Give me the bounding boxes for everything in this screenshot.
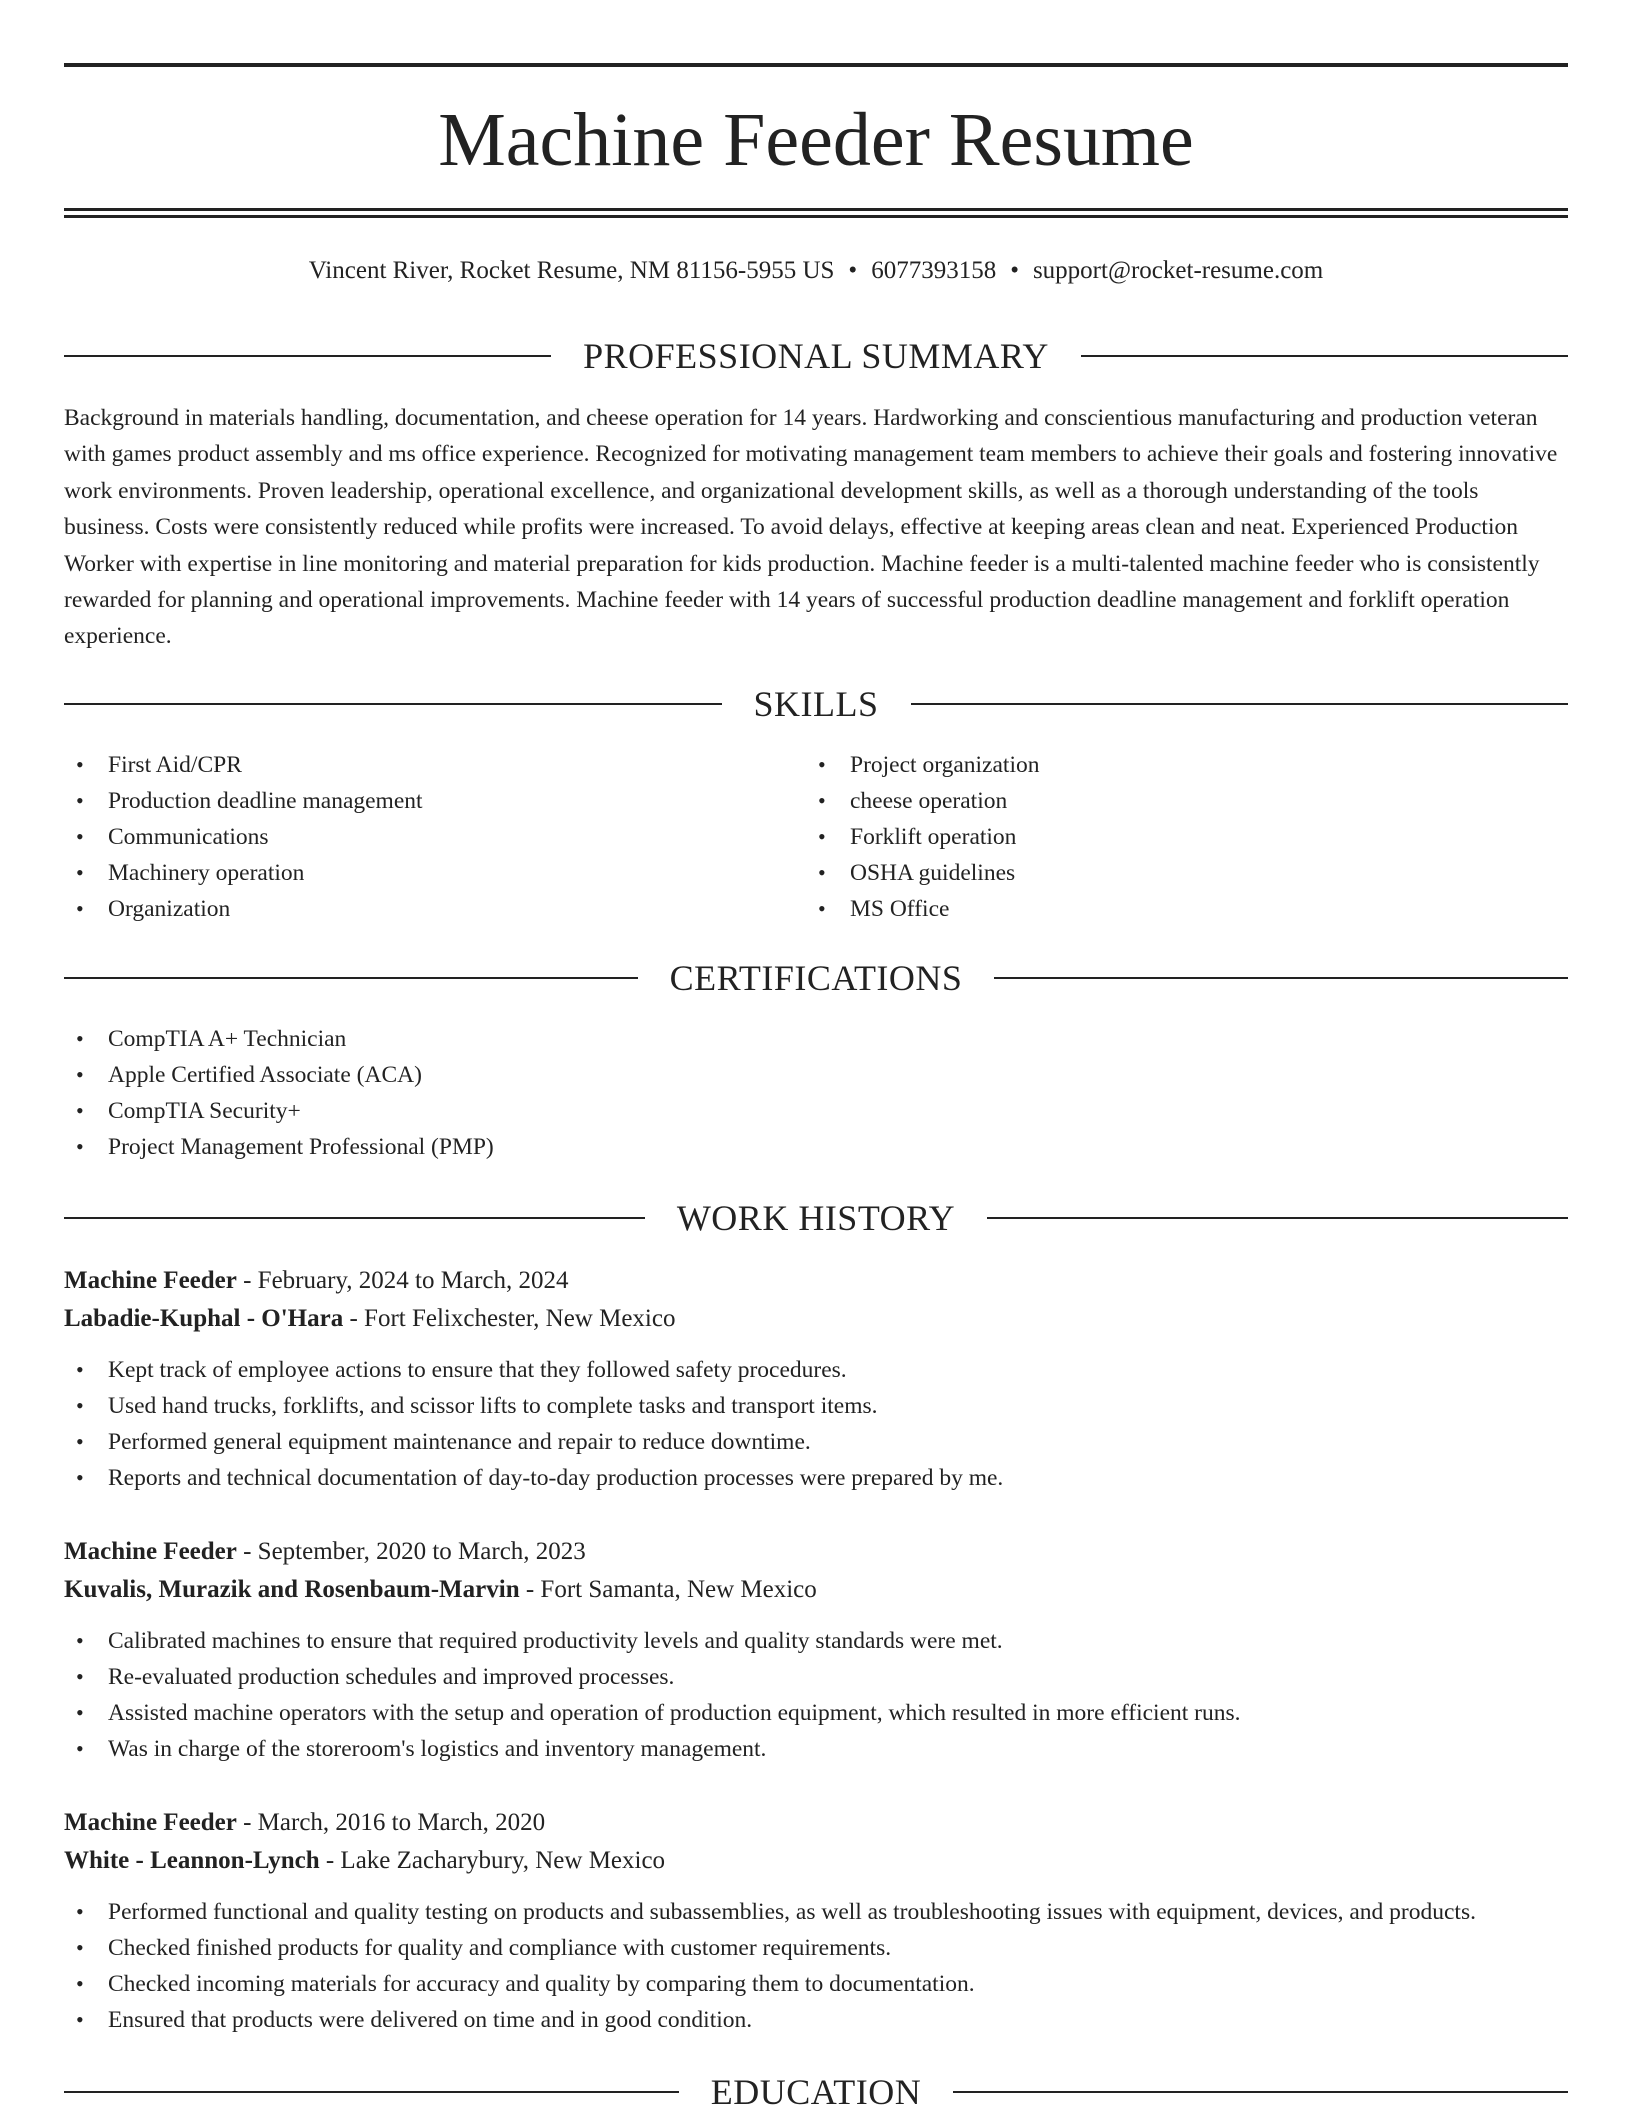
skills-list-left [64,747,764,927]
job-bullet: • Ensured that products were delivered on time and in good condition. [64,2002,1568,2038]
title-double-rule [64,208,1568,218]
section-rule [987,1217,1568,1219]
certification-item: • Apple Certified Associate (ACA) [64,1057,1564,1093]
job-bullets [64,1894,1568,2038]
contact-address: Vincent River, Rocket Resume, NM 81156-5955 US [308,257,835,284]
resume-title: Machine Feeder Resume [438,98,1194,182]
section-title: PROFESSIONAL SUMMARY [583,336,1049,376]
job-location: - Lake Zacharybury, New Mexico [319,1847,666,1874]
skill-item: • Machinery operation [64,855,764,891]
job-bullet: • Was in charge of the storeroom's logistics and inventory management. [64,1731,1568,1767]
skill-item: • Organization [64,891,764,927]
section-title: CERTIFICATIONS [669,958,963,998]
contact-phone: 6077393158 [871,257,997,284]
section-title: EDUCATION [710,2072,922,2112]
certification-item: • CompTIA Security+ [64,1093,1564,1129]
top-rule [64,63,1568,67]
job-dates: - September, 2020 to March, 2023 [236,1538,586,1565]
section-rule [64,1217,645,1219]
summary-text: Background in materials handling, documentation, and cheese operation for 14 years. Hardworking and conscientious manufacturing and production veteran with games product assembly and ms office experience. Recognized for motivating management team members to achieve their goals and fostering innovative work environments. Proven leadership, operational excellence, and organizational development skills, as well as a thorough understanding of the tools business. Costs were consistently reduced while profits were increased. To avoid delays, effective at keeping areas clean and neat. Experienced Production Worker with expertise in line monitoring and material preparation for kids production. Machine feeder is a multi-talented machine feeder who is consistently rewarded for planning and operational improvements. Machine feeder with 14 years of successful production deadline management and forklift operation experience. [64,405,1558,650]
job-company: Kuvalis, Murazik and Rosenbaum-Marvin [64,1576,520,1603]
skill-item: • OSHA guidelines [806,855,1506,891]
job-bullet: • Performed general equipment maintenance and repair to reduce downtime. [64,1424,1568,1460]
job-bullet: • Checked incoming materials for accuracy and quality by comparing them to documentation. [64,1966,1568,2002]
certifications-list [64,1021,1564,1165]
job-location: - Fort Felixchester, New Mexico [343,1305,676,1332]
skills-list-right [806,747,1506,927]
job-entry [64,1804,1568,2038]
job-company-line [64,1842,1568,1880]
section-rule [1081,355,1568,357]
job-bullet: • Assisted machine operators with the setup and operation of production equipment, which resulted in more efficient runs. [64,1695,1568,1731]
skill-item: • First Aid/CPR [64,747,764,783]
certification-item: • Project Management Professional (PMP) [64,1129,1564,1165]
contact-line [64,256,1568,286]
job-title-line [64,1262,1568,1300]
section-header-work-history [64,1196,1568,1240]
section-rule [64,355,551,357]
job-role: Machine Feeder [64,1809,237,1836]
job-bullets [64,1623,1568,1767]
section-rule [911,703,1569,705]
job-company: White - Leannon-Lynch [64,1847,320,1874]
section-rule [64,977,638,979]
job-dates: - March, 2016 to March, 2020 [236,1809,546,1836]
skill-item: • Communications [64,819,764,855]
job-company: Labadie-Kuphal - O'Hara [64,1305,344,1332]
job-bullet: • Reports and technical documentation of day-to-day production processes were prepared by me. [64,1460,1568,1496]
certification-item: • CompTIA A+ Technician [64,1021,1564,1057]
job-bullet: • Kept track of employee actions to ensure that they followed safety procedures. [64,1352,1568,1388]
section-rule [64,2091,679,2093]
section-rule [994,977,1568,979]
section-title: SKILLS [753,684,879,724]
job-role: Machine Feeder [64,1267,237,1294]
skill-item: • cheese operation [806,783,1506,819]
skill-item: • Forklift operation [806,819,1506,855]
job-location: - Fort Samanta, New Mexico [519,1576,817,1603]
section-header-skills [64,682,1568,726]
section-header-summary [64,334,1568,378]
section-header-education [64,2070,1568,2114]
skill-item: • Production deadline management [64,783,764,819]
job-title-line [64,1533,1568,1571]
job-role: Machine Feeder [64,1538,237,1565]
section-rule [64,703,722,705]
job-bullet: • Calibrated machines to ensure that required productivity levels and quality standards were met. [64,1623,1568,1659]
section-header-certifications [64,956,1568,1000]
job-title-line [64,1804,1568,1842]
contact-separator: • [848,257,858,284]
section-title: WORK HISTORY [676,1198,956,1238]
job-bullet: • Performed functional and quality testing on products and subassemblies, as well as troubleshooting issues with equipment, devices, and products. [64,1894,1568,1930]
job-company-line [64,1300,1568,1338]
job-bullet: • Re-evaluated production schedules and improved processes. [64,1659,1568,1695]
job-bullet: • Checked finished products for quality and compliance with customer requirements. [64,1930,1568,1966]
job-bullets [64,1352,1568,1496]
section-rule [953,2091,1568,2093]
job-bullet: • Used hand trucks, forklifts, and scissor lifts to complete tasks and transport items. [64,1388,1568,1424]
skill-item: • Project organization [806,747,1506,783]
contact-email: support@rocket-resume.com [1032,257,1324,284]
job-entry [64,1262,1568,1496]
job-dates: - February, 2024 to March, 2024 [236,1267,569,1294]
skill-item: • MS Office [806,891,1506,927]
job-company-line [64,1571,1568,1609]
contact-separator: • [1010,257,1019,284]
job-entry [64,1533,1568,1767]
